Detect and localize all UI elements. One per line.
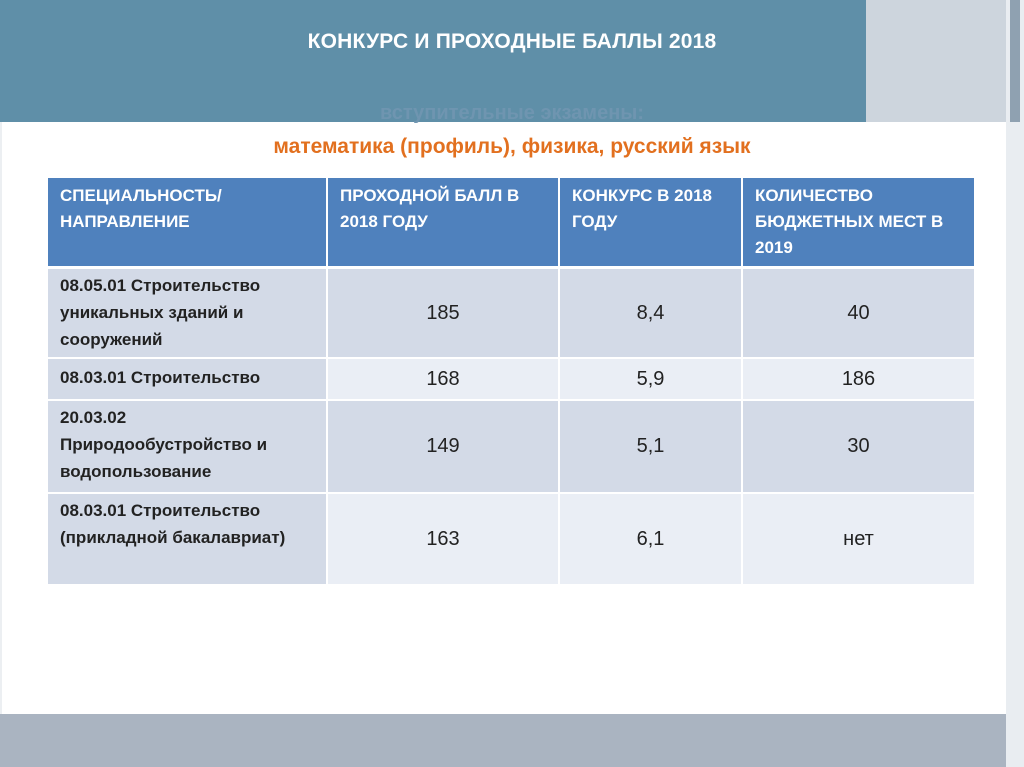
competition-cell: 6,1 xyxy=(559,493,742,585)
specialty-cell: 20.03.02 Природообустройство и водопользование xyxy=(48,400,327,493)
budget-places-cell: 40 xyxy=(742,268,974,359)
column-header-passing-score: ПРОХОДНОЙ БАЛЛ В 2018 ГОДУ xyxy=(327,178,559,268)
budget-places-cell: 186 xyxy=(742,358,974,400)
table-row xyxy=(48,493,974,585)
results-table xyxy=(48,178,974,586)
column-header-competition: КОНКУРС В 2018 ГОДУ xyxy=(559,178,742,268)
passing-score-cell: 163 xyxy=(327,493,559,585)
column-header-budget-places: КОЛИЧЕСТВО БЮДЖЕТНЫХ МЕСТ В 2019 xyxy=(742,178,974,268)
competition-cell: 8,4 xyxy=(559,268,742,359)
passing-score-cell: 185 xyxy=(327,268,559,359)
competition-cell: 5,9 xyxy=(559,358,742,400)
table-row xyxy=(48,400,974,493)
subjects-subtitle: математика (профиль), физика, русский язык xyxy=(273,135,751,158)
specialty-cell: 08.03.01 Строительство (прикладной бакалавриат) xyxy=(48,493,327,585)
passing-score-cell: 149 xyxy=(327,400,559,493)
table-row xyxy=(48,358,974,400)
slide-title: КОНКУРС И ПРОХОДНЫЕ БАЛЛЫ 2018 xyxy=(307,30,717,53)
passing-score-cell: 168 xyxy=(327,358,559,400)
budget-places-cell: 30 xyxy=(742,400,974,493)
table-header-row xyxy=(48,178,974,268)
competition-cell: 5,1 xyxy=(559,400,742,493)
exams-subtitle: вступительные экзамены: xyxy=(379,102,645,124)
budget-places-cell: нет xyxy=(742,493,974,585)
specialty-cell: 08.05.01 Строительство уникальных зданий и сооружений xyxy=(48,268,327,359)
column-header-specialty: СПЕЦИАЛЬНОСТЬ/ НАПРАВЛЕНИЕ xyxy=(48,178,327,268)
footer-band xyxy=(0,714,1006,767)
table-row xyxy=(48,268,974,359)
specialty-cell: 08.03.01 Строительство xyxy=(48,358,327,400)
